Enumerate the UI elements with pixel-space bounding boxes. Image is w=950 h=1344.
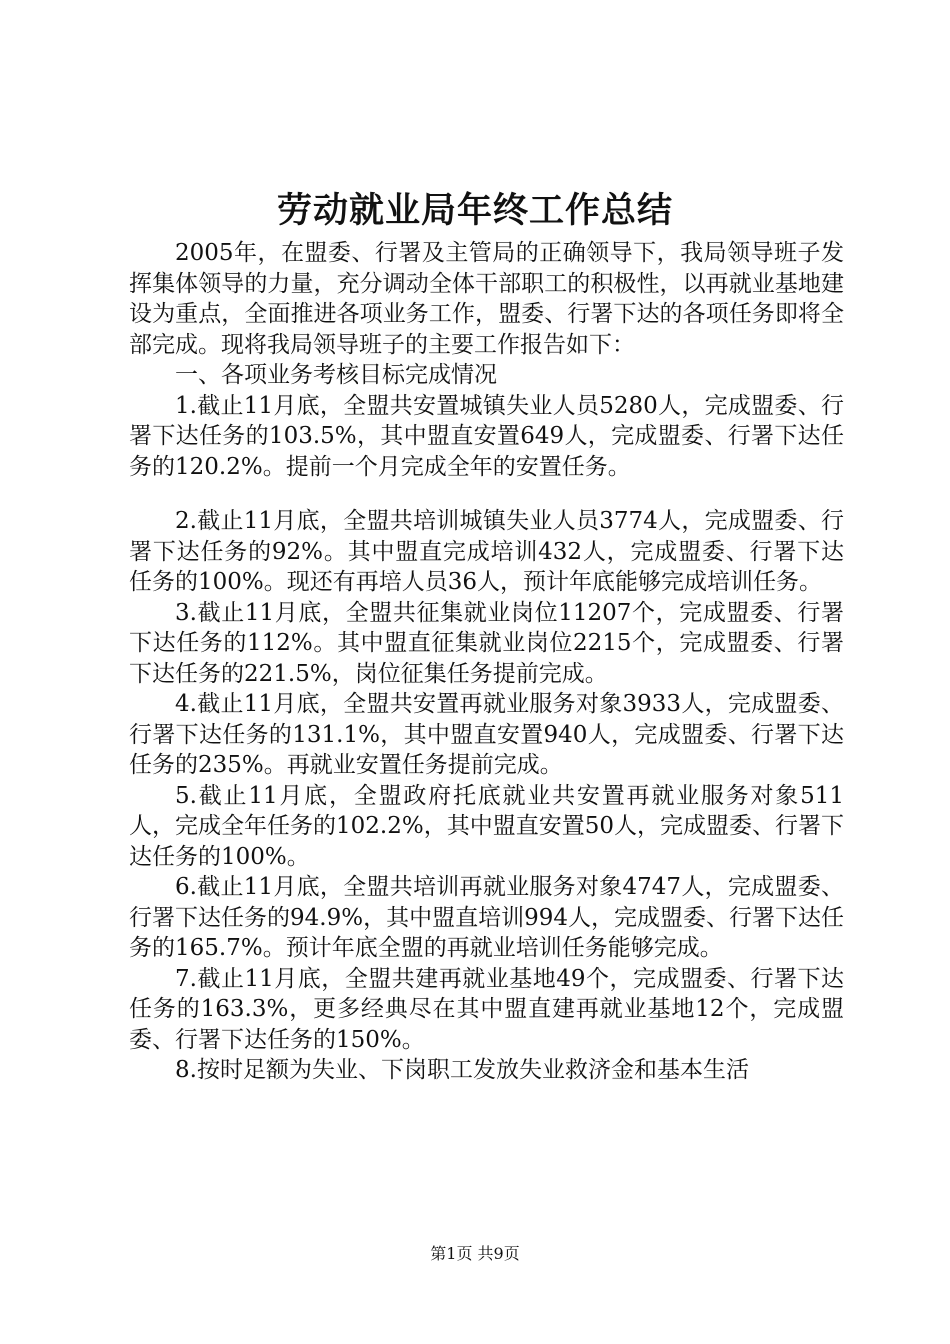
item-paragraph-1: 1.截止11月底，全盟共安置城镇失业人员5280人，完成盟委、行署下达任务的103.5%，其中盟直安置649人，完成盟委、行署下达任务的120.2%。提前一个月完成全年的安置任务。	[129, 392, 844, 480]
item-paragraph-4: 4.截止11月底，全盟共安置再就业服务对象3933人，完成盟委、行署下达任务的131.1%，其中盟直安置940人，完成盟委、行署下达任务的235%。再就业安置任务提前完成。	[129, 691, 844, 778]
item-paragraph-7: 7.截止11月底，全盟共建再就业基地49个，完成盟委、行署下达任务的163.3%，更多经典尽在其中盟直建再就业基地12个，完成盟委、行署下达任务的150%。	[129, 965, 844, 1053]
section-heading: 一、各项业务考核目标完成情况	[175, 362, 497, 388]
intro-paragraph: 2005年，在盟委、行署及主管局的正确领导下，我局领导班子发挥集体领导的力量，充分调动全体干部职工的积极性，以再就业基地建设为重点，全面推进各项业务工作，盟委、行署下达的各项任务即将全部完成。现将我局领导班子的主要工作报告如下：	[129, 240, 844, 358]
item-paragraph-5: 5.截止11月底，全盟政府托底就业共安置再就业服务对象511人，完成全年任务的102.2%，其中盟直安置50人，完成盟委、行署下达任务的100%。	[129, 782, 844, 870]
item-paragraph-6: 6.截止11月底，全盟共培训再就业服务对象4747人，完成盟委、行署下达任务的94.9%，其中盟直培训994人，完成盟委、行署下达任务的165.7%。预计年底全盟的再就业培训任务能够完成。	[129, 874, 844, 961]
item-paragraph-2: 2.截止11月底，全盟共培训城镇失业人员3774人，完成盟委、行署下达任务的92%。其中盟直完成培训432人，完成盟委、行署下达任务的100%。现还有再培人员36人，预计年底能够完成培训任务。	[129, 508, 844, 595]
item-paragraph-3: 3.截止11月底，全盟共征集就业岗位11207个，完成盟委、行署下达任务的112%。其中盟直征集就业岗位2215个，完成盟委、行署下达任务的221.5%，岗位征集任务提前完成。	[129, 599, 844, 687]
page-footer: 第1页 共9页	[430, 1244, 520, 1263]
item-paragraph-8: 8.按时足额为失业、下岗职工发放失业救济金和基本生活	[175, 1057, 749, 1083]
document-body	[129, 238, 844, 1086]
document-title: 劳动就业局年终工作总结	[276, 190, 673, 231]
